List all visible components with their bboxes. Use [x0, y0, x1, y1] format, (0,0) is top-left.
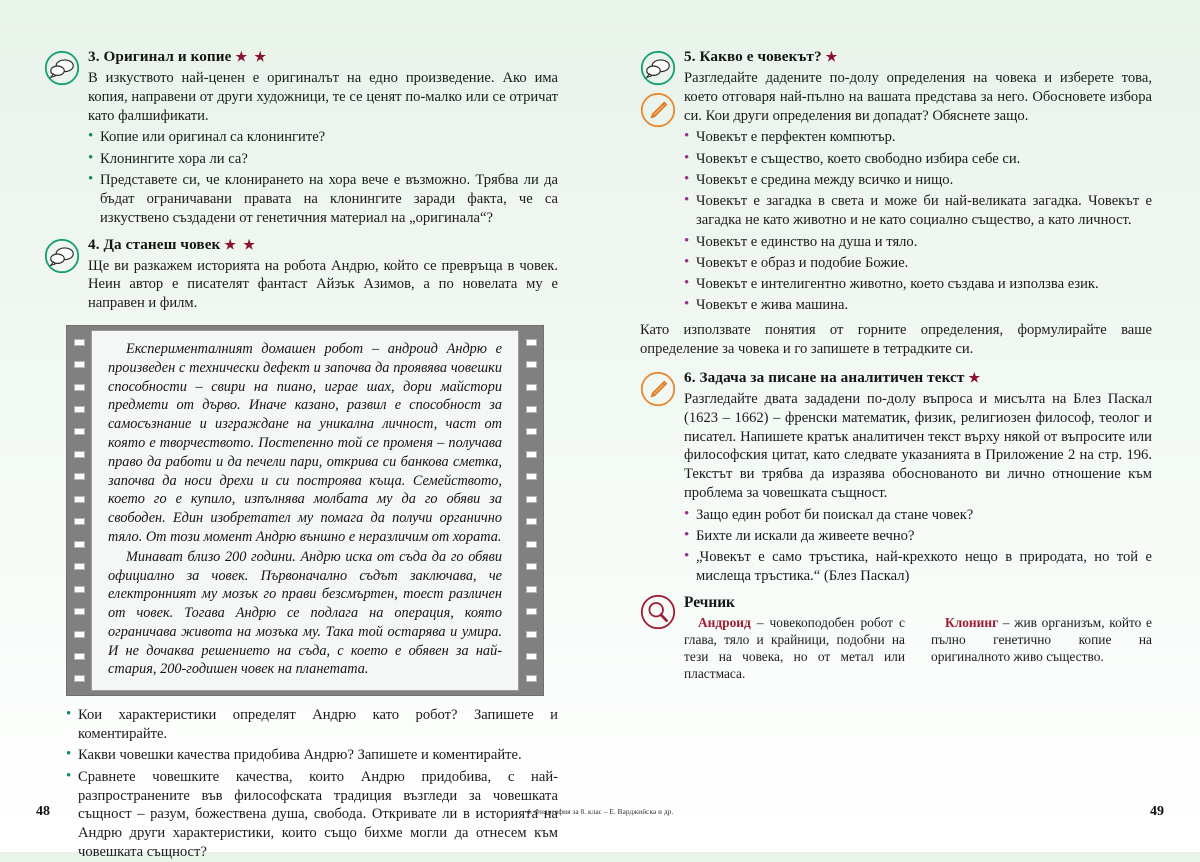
section-5 — [640, 48, 1152, 359]
section-5-bullets — [684, 128, 1152, 315]
section-3-intro: В изкуството най-ценен е оригиналът на едно произведение. Ако има копия, направени от други художници, те се ценят по-малко или се отричат като фалшификати. — [88, 70, 558, 124]
section-6-stars: ★ — [968, 369, 983, 385]
pencil-icon — [640, 92, 676, 128]
section-6-intro: Разгледайте двата зададени по-долу въпроса и мисълта на Блез Паскал (1623 – 1662) – френски математик, физик, религиозен философ, теолог и писател. Напишете кратък аналитичен текст върху някой от въпросите или философския цитат, като следвате указанията в Приложение 2 на стр. 196. Текстът ви трябва да изразява обоснованото ви лично отношение към проблема за човешката същност. — [684, 390, 1152, 501]
page-number-left: 48 — [36, 804, 50, 819]
list-item: • Човекът е интелигентно животно, което създава и използва език. — [684, 275, 1152, 294]
filmstrip-perforations-left — [67, 326, 91, 695]
section-4-questions — [44, 706, 558, 862]
page-number-right: 49 — [1150, 804, 1164, 819]
section-4-stars: ★ ★ — [224, 236, 257, 252]
list-item: • Човекът е жива машина. — [684, 296, 1152, 315]
list-item: • Човекът е средина между всичко и нищо. — [684, 171, 1152, 190]
dictionary-term: Клонинг — [945, 615, 999, 630]
section-3-heading — [88, 48, 558, 66]
section-5-closing: Като използвате понятия от горните определения, формулирайте ваше определение за човека и го запишете в тетрадките си. — [640, 322, 1152, 358]
section-5-heading — [684, 48, 1152, 66]
section-3-stars: ★ ★ — [235, 49, 269, 64]
footer-credit: 4. Философия за 8. клас – Е. Варджийска и др. — [526, 808, 674, 816]
list-item: • Човекът е загадка в света и може би най-великата загадка. Човекът е загадка не като животно и не като социално същество, а като личност. — [684, 192, 1152, 230]
section-4 — [44, 236, 558, 313]
section-6-bullets — [684, 506, 1152, 586]
filmstrip-paragraph: Минават близо 200 години. Андрю иска от съда да го обяви официално за човек. Първоначално съдът заключава, че електронният му мозък го прави безсмъртен, тоест различен от човек. Тогава Андрю се подлага на операция, която ограничава живота на мозъка му. Така той остарява и умира. И не дочаква решението на съда, с което е обявен за най-стария, 200-годишен човек на планетата. — [108, 548, 502, 678]
list-item: • „Човекът е само тръстика, най-крехкото нещо в природата, но той е мислеща тръстика.“ (Блез Паскал) — [684, 548, 1152, 586]
dictionary-entries — [640, 615, 1152, 683]
dictionary-definition: – човекоподобен робот с глава, тяло и крайници, подобни на тези на човека, но от метал или пластмаса. — [684, 615, 905, 681]
filmstrip-quote-box — [66, 325, 544, 696]
list-item: • Човекът е единство на душа и тяло. — [684, 233, 1152, 252]
dictionary-section — [640, 594, 1152, 683]
section-6 — [640, 369, 1152, 586]
list-item: • Клонингите хора ли са? — [88, 150, 558, 169]
list-item: • Човекът е същество, което свободно избира себе си. — [684, 150, 1152, 169]
speech-bubbles-icon — [640, 50, 676, 86]
dictionary-entry — [684, 615, 905, 683]
dictionary-heading: Речник — [684, 594, 735, 611]
list-item: • Представете си, че клонирането на хора вече е възможно. Трябва ли да бъдат ограничавани правата на клонингите заради факта, че са изкуствено създадени от генетичния материал на „оригинала“? — [88, 171, 558, 227]
list-item: • Бихте ли искали да живеете вечно? — [684, 527, 1152, 546]
right-page — [600, 0, 1200, 852]
left-page — [0, 0, 600, 860]
filmstrip-text — [91, 330, 519, 691]
section-4-bullets — [66, 706, 558, 862]
list-item: • Копие или оригинал са клонингите? — [88, 128, 558, 147]
section-5-stars: ★ — [825, 49, 840, 64]
list-item: • Какви човешки качества придобива Андрю? Запишете и коментирайте. — [66, 746, 558, 765]
dictionary-entry — [931, 615, 1152, 683]
section-4-heading — [88, 236, 558, 254]
dictionary-definition: – жив организъм, който е пълно генетично копие на оригиналното живо същество. — [931, 615, 1152, 664]
list-item: • Кои характеристики определят Андрю като робот? Запишете и коментирайте. — [66, 706, 558, 744]
dictionary-term: Андроид — [698, 615, 751, 630]
section-4-title: 4. Да станеш човек — [88, 235, 221, 253]
speech-bubbles-icon — [44, 50, 80, 86]
section-5-intro: Разгледайте дадените по-долу определения на човека и изберете това, което отговаря най-пълно на вашата представа за него. Обосновете избора си. Кои други определения ви допадат? Обяснете защо. — [684, 70, 1152, 124]
section-6-heading — [684, 369, 1152, 387]
section-3-title: 3. Оригинал и копие — [88, 48, 232, 65]
list-item: • Защо един робот би поискал да стане човек? — [684, 506, 1152, 525]
section-3 — [44, 48, 558, 228]
section-5-title: 5. Какво е човекът? — [684, 48, 822, 65]
speech-bubbles-icon — [44, 238, 80, 274]
magnifier-icon — [640, 594, 676, 630]
pencil-icon — [640, 371, 676, 407]
list-item: • Сравнете човешките качества, които Андрю придобива, с най-разпространените във философската традиция възгледи за човешката същност – разум, божествена душа, свобода. Откривате ли в историята на Андрю други характеристики, които също бихме могли да отнесем към човешката същност? — [66, 768, 558, 862]
section-4-intro: Ще ви разкажем историята на робота Андрю, който се превръща в човек. Неин автор е писателят фантаст Айзък Азимов, а по новелата му е направен и филм. — [88, 257, 558, 312]
section-3-bullets — [88, 128, 558, 227]
filmstrip-perforations-right — [519, 326, 543, 695]
filmstrip-paragraph: Експерименталният домашен робот – андроид Андрю е произведен с технически дефект и започва да проявява човешки способности – свири на пиано, играе шах, дори майстори предмети от дърво. Иначе казано, развил е способност за самосъзнание и изграждане на уникална личност, част от която е творчеството. Постепенно той се променя – получава право да работи и да печели пари, открива си банкова сметка, започва да носи дрехи и си построява къща. Семейството, което го е купило, изпълнява молбата му да го обяви за свободен. Един изобретател му помага да получи органично тяло. От този момент Андрю външно е неразличим от хората. — [108, 340, 502, 545]
list-item: • Човекът е образ и подобие Божие. — [684, 254, 1152, 273]
section-6-title: 6. Задача за писане на аналитичен текст — [684, 368, 965, 386]
list-item: • Човекът е перфектен компютър. — [684, 128, 1152, 147]
